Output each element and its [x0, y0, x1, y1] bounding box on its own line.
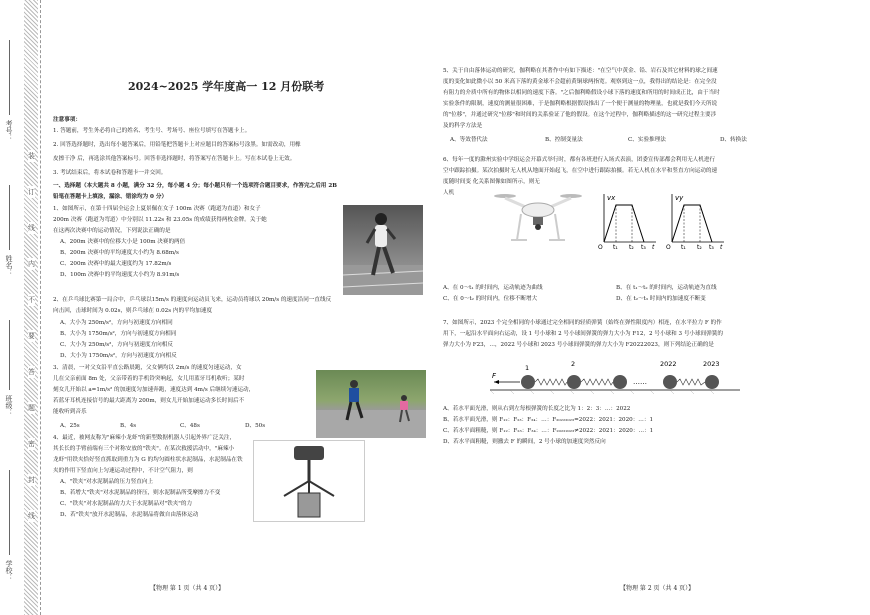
question-6-option: D、在 t₂～t₃ 时间内的加速度不断变	[616, 296, 706, 302]
vy-origin-label: O	[666, 244, 671, 251]
seal-line-char: 封	[28, 476, 35, 484]
notes-heading: 注意事项：	[53, 117, 81, 123]
question-6-line: 空中跟踪拍摄。某次拍摄时无人机从地面开始起飞，在空中进行跟踪拍摄。若无人机在水平和竖直方向运动的速	[443, 168, 718, 174]
question-5-option: A、等效替代法	[450, 137, 488, 143]
question-7-option: A、若水平面光滑，则从右到左每根弹簧的长度之比为 1：2：3：…：2022	[443, 406, 631, 412]
question-3-option: B、4s	[120, 423, 137, 429]
question-4-line: 龙虾"用铁夹恰好竖直抓取到重力为 G 的均匀圆柱状水泥制品，水泥制品在铁	[53, 457, 243, 463]
question-6-line: 度随时间变 化关系图像如图所示，则无	[443, 179, 540, 185]
vy-t-axis-label: t	[720, 244, 723, 251]
seal-line-char: 内	[28, 260, 35, 268]
question-3-line: 儿在父亲前面 8m 处，父亲带着的手机铃突响起，女儿用蓝牙耳机收听；某时	[53, 376, 245, 382]
drone-figure	[493, 186, 583, 248]
question-4-line: 4、最近，被网友称为"麻辣小龙虾"的新型数据机器人引起外界广泛关注，	[53, 435, 236, 441]
question-3-line: 3、清晨，一对父女沿平直公路晨跑，父女俩均以 2m/s 的速度匀速运动，女	[53, 365, 242, 371]
question-1-line: 1、如图所示，在第十四届全运会上夏景佩在女子 100m 决赛（跑道为直道）和女子	[53, 206, 261, 212]
question-7-option: C、若水平面粗糙，则 F₁₂：F₂₃：F₃₄：…：F₂₀₂₂₂₀₂₃≠2022：2021：2020：…：1	[443, 428, 654, 434]
question-1-option: D、100m 决赛中的平均速度大小约为 8.91m/s	[60, 272, 180, 278]
question-4-option: C、"铁夹"对水泥制品的力大于水泥制品对"铁夹"的力	[60, 501, 193, 507]
question-5-line: 的"位移"，并通过研究"位移"和时间的关系验证了他的假设。在这个过程中，伽利略描述的这一研究过程主要涉	[443, 112, 717, 118]
question-3-line: 能收听到音乐	[53, 409, 87, 415]
section-heading-line: 铅笔在答题卡上填涂，漏涂、错涂均为 0 分）	[53, 194, 168, 200]
seal-line-char: 订	[28, 188, 35, 196]
vx-t2-label: t₂	[629, 244, 634, 251]
question-1-line: 在这两次决赛中的运动情况，下列说法正确的是	[53, 228, 171, 234]
ball-2023-label: 2023	[703, 360, 720, 368]
seal-line-char: 密	[28, 440, 35, 448]
note-line: 皮擦干净 后，再选涂其他答案标号。回答非选择题时，将答案写在答题卡上。写在本试卷上无效。	[53, 156, 296, 162]
question-5-option: B、控制变量法	[545, 137, 583, 143]
vx-t1-label: t₁	[613, 244, 618, 251]
jogging-photo	[316, 370, 426, 438]
question-5-line: 5、关于自由落体运动的研究，伽利略在其著作中有如下描述："在空气中黄金、铅、岩石及其它材料的球之间速	[443, 68, 718, 74]
question-3-option: A、25s	[60, 423, 80, 429]
question-1-line: 200m 决赛（跑道为弯道）中分别以 11.22s 和 23.05s 的成绩获得两枚金牌。关于她	[53, 217, 267, 223]
question-4-line: 其长长的手臂前端有三个对称安放的"铁夹"。在某次救援活动中，"麻辣小	[53, 446, 235, 452]
vx-origin-label: O	[598, 244, 603, 251]
force-label: F	[492, 372, 497, 380]
seal-line-char: 线	[28, 512, 35, 520]
question-2-line: 2、在乒乓球比赛第一局合中，乒乓球以15m/s 的速度向运动员飞来，运动员将球以 20m/s 的速度沿同一直线反	[53, 297, 332, 303]
vx-axis-label: vx	[607, 194, 616, 202]
question-6-line: 6、每年一度的滁州实验中学组运会开幕式举行时，都有各班进行入场式表演，团委宣传部都会利用无人机进行	[443, 157, 716, 163]
question-1-option: C、200m 决赛中的最大速度约为 17.82m/s	[60, 261, 172, 267]
name-label: 姓名：	[5, 255, 13, 276]
note-line: 3. 考试结束后，将本试卷和答题卡一并交回。	[53, 170, 167, 176]
seal-line-char: 题	[28, 404, 35, 412]
question-5-option: D、转换法	[720, 137, 747, 143]
question-4-option: D、若"铁夹"放开水泥制品，水泥制品将做自由落体运动	[60, 512, 199, 518]
name-line	[9, 185, 10, 250]
question-5-line: 及的科学方法是	[443, 123, 483, 129]
runner-photo	[343, 205, 423, 295]
drone-photo	[493, 186, 583, 248]
vx-t3-label: t₃	[641, 244, 646, 251]
school-label: 学校：	[5, 560, 13, 581]
note-line: 1. 答题前，考生务必将自己的姓名、考生号、考场号、座位号填写在答题卡上。	[53, 128, 251, 134]
section-heading-line: 一、选择题（本大题共 8 小题，满分 32 分，每小题 4 分；每小题只有一个选项符合题目要求，作答完之后用 2B	[53, 183, 337, 189]
vy-t3-label: t₃	[709, 244, 714, 251]
question-7-line: 7、如图所示，2023 个完全相同的小球通过完全相同的轻质弹簧（始终在弹性限度内）相连，在水平拉力 F 的作	[443, 320, 722, 326]
ball-2-label: 2	[571, 360, 576, 368]
balls-ellipsis: ……	[633, 378, 647, 386]
exam-no-line	[9, 40, 10, 115]
seal-line-char: 不	[28, 296, 35, 304]
robot-photo	[253, 440, 365, 522]
question-6-option: B、在 t₁～t₂ 的时间内，运动轨迹为直线	[616, 285, 717, 291]
exam-title: 2024~2025 学年度高一 12 月份联考	[128, 80, 325, 93]
question-4-option: B、若增大"铁夹"对水泥制品的挤压，则水泥制品所受摩擦力不变	[60, 490, 221, 496]
footer-right: 【物理 第 2 页（共 4 页）】	[620, 585, 695, 592]
seal-line-char: 装	[28, 152, 35, 160]
class-line	[9, 320, 10, 390]
jogging-figures	[316, 370, 426, 438]
question-3-option: C、48s	[180, 423, 200, 429]
question-6-line: 人机	[443, 190, 455, 196]
exam-no-label: 考号：	[5, 120, 13, 141]
question-5-option: C、实验推理法	[628, 137, 666, 143]
question-6-option: A、在 0～t₁ 的时间内，运动轨迹为曲线	[443, 285, 543, 291]
question-5-line: 有阻力的介质中所有的物体以相同的速度下落。"之后伽利略假设小球下落的速度和所用的时间成正比，由于当时	[443, 90, 720, 96]
vy-axis-label: vy	[675, 194, 684, 202]
question-2-option: D、大小为 1750m/s²，方向与初速度方向相反	[60, 353, 177, 359]
class-label: 班级：	[5, 395, 13, 416]
question-7-line: 弹力大小为 F23，…，2022 号小球和 2023 号小球间弹簧的弹力大小为 F20222023，则下列结论正确的是	[443, 342, 714, 348]
seal-line-char: 要	[28, 332, 35, 340]
binding-margin	[0, 0, 41, 615]
robot-figure	[254, 441, 364, 521]
vx-t-axis-label: t	[652, 244, 655, 251]
vy-t1-label: t₁	[681, 244, 686, 251]
seal-line-char: 线	[28, 224, 35, 232]
question-7-option: D、若水平面粗糙，则撤去 F 的瞬间，2 号小球的加速度突然反向	[443, 439, 606, 445]
question-3-line: 若蓝牙耳机连接信号的最大距离为 200m，则女儿开始加速运动多长时间后不	[53, 398, 245, 404]
question-6-option: C、在 0～t₂ 的时间内，位移不断增大	[443, 296, 538, 302]
question-3-option: D、50s	[245, 423, 266, 429]
note-line: 2. 回答选择题时，选出每小题答案后，用铅笔把答题卡上对应题目的答案标号涂黑。如需改动，用橡	[53, 142, 301, 148]
seal-line-char: 答	[28, 368, 35, 376]
question-7-line: 用下，一起沿水平面向右运动，设 1 号小球和 2 号小球间弹簧的弹力大小为 F12，2 号小球和 3 号小球间弹簧的	[443, 331, 723, 337]
question-2-option: C、大小为 250m/s²，方向与初速度方向相反	[60, 342, 173, 348]
question-5-line: 度的变化如此微小以 50 米高下落的黄金球不会超前黄铜球两指宽。观察到这一点，我得出的结论是：在完全没	[443, 79, 717, 85]
vx-graph	[596, 190, 658, 252]
question-3-line: 刻女儿开始以 a=1m/s² 的加速度匀加速奔跑，速度达到 4m/s 后继续匀速运动，	[53, 387, 255, 393]
question-4-line: 夹的作用下竖直向上匀速运动过程中，不计空气阻力，则	[53, 468, 193, 474]
runner-figure	[343, 205, 423, 295]
vy-t2-label: t₂	[697, 244, 702, 251]
question-5-line: 实验条件的限制，速度的测量很困难，于是伽利略根据假设推出了一个便于测量的物理量，也就是我们今天所说	[443, 101, 718, 107]
footer-left: 【物理 第 1 页（共 4 页）】	[150, 585, 225, 592]
question-7-option: B、若水平面光滑，则 F₁₂：F₂₃：F₃₄：…：F₂₀₂₂₂₀₂₃=2022：2021：2020：…：1	[443, 417, 654, 423]
question-2-line: 向击回，击球时间为 0.02s，则乒乓球在 0.02s 内的平均加速度	[53, 308, 213, 314]
balls-springs-figure	[490, 356, 740, 396]
question-1-option: B、200m 决赛中的平均速度大小约为 8.68m/s	[60, 250, 179, 256]
ball-2022-label: 2022	[660, 360, 677, 368]
question-1-option: A、200m 决赛中的位移大小是 100m 决赛的两倍	[60, 239, 186, 245]
question-2-option: B、大小为 1750m/s²，方向与初速度方向相同	[60, 331, 177, 337]
question-2-option: A、大小为 250m/s²，方向与初速度方向相同	[60, 320, 173, 326]
binding-hatch	[24, 0, 38, 615]
school-line	[9, 470, 10, 555]
vy-graph	[664, 190, 726, 252]
question-4-option: A、"铁夹"对水泥制品的压力竖直向上	[60, 479, 154, 485]
ball-1-label: 1	[525, 364, 530, 372]
